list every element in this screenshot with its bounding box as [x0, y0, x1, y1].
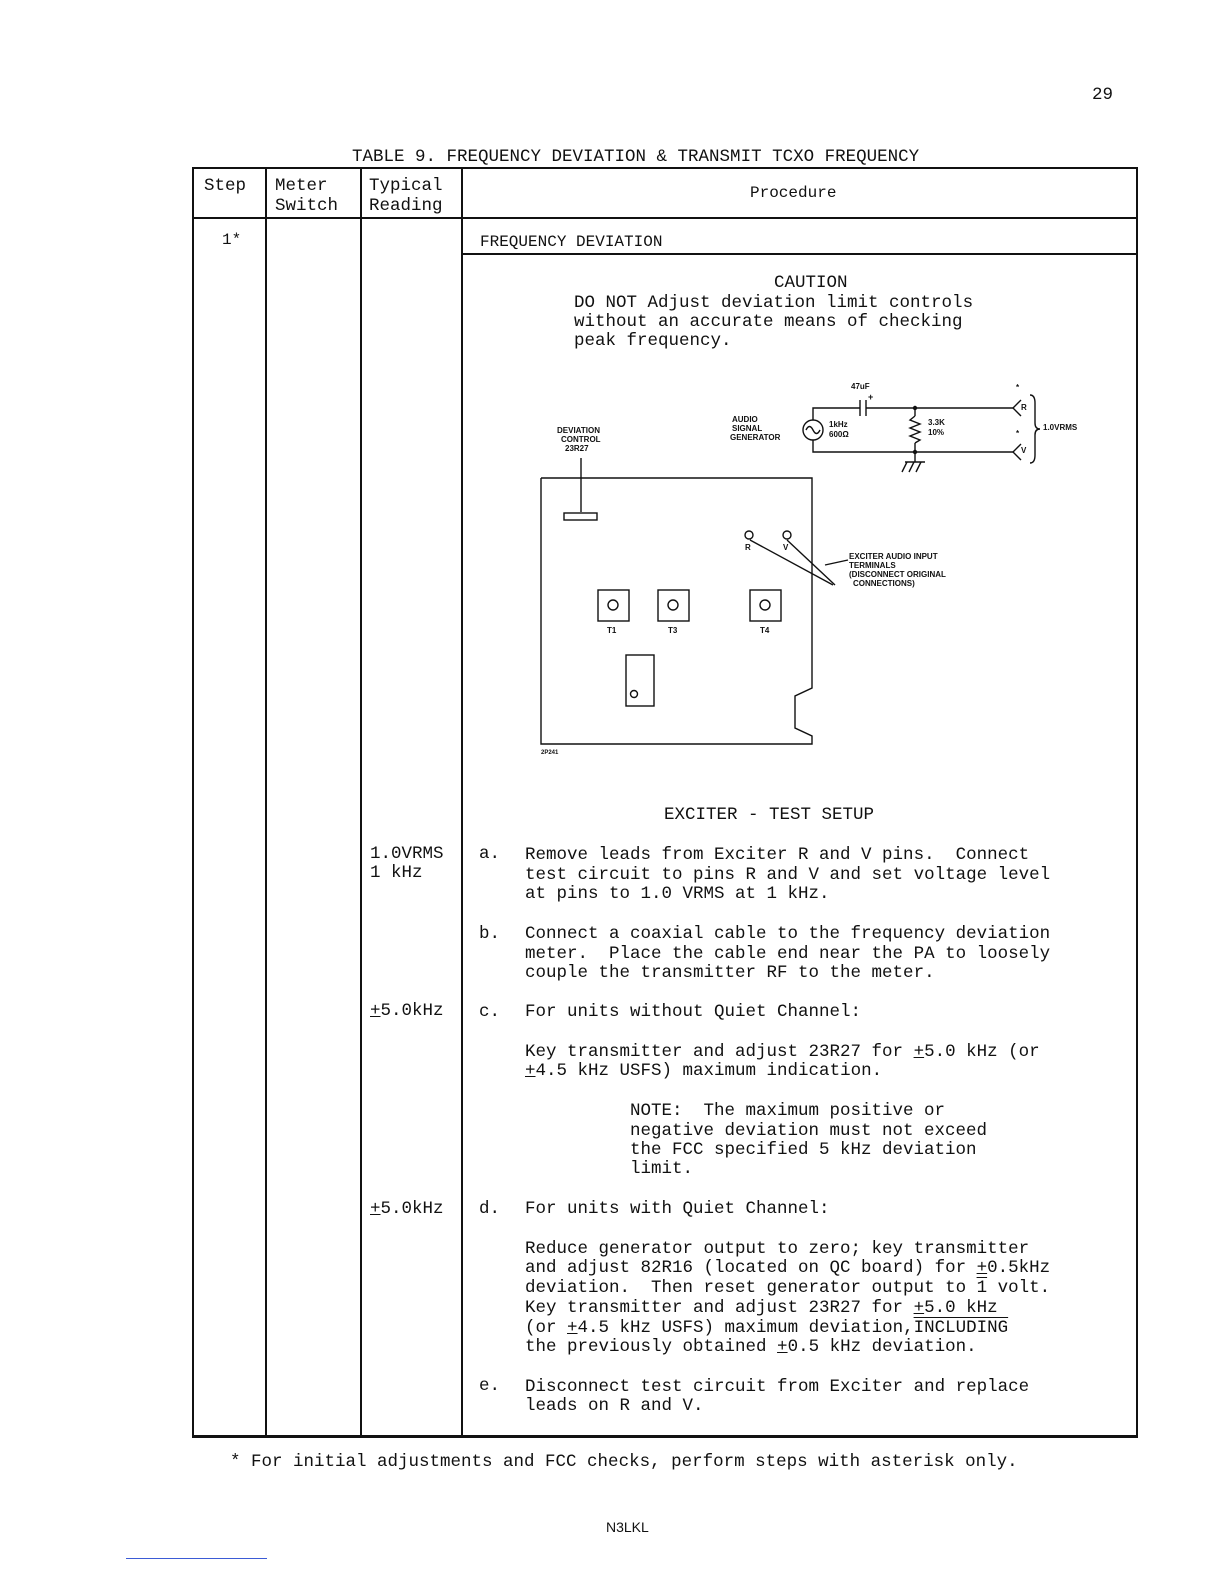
diagram-exciter-3: (DISCONNECT ORIGINAL [849, 570, 946, 579]
step-d-line-3-text: and adjust 82R16 (located on QC board) for [525, 1258, 977, 1278]
step-b-line-2: meter. Place the cable end near the PA to loosely [525, 944, 1051, 964]
deviation-control-pot [564, 513, 597, 520]
note-line-1: NOTE: The maximum positive or [630, 1101, 946, 1121]
step-e-line-2: leads on R and V. [525, 1396, 704, 1416]
diagram-r-terminal: R [1021, 403, 1027, 412]
step-b-label: b. [479, 924, 501, 944]
step-c-line-2-plusminus: + [913, 1042, 925, 1062]
step-c-line-2-text: Key transmitter and adjust 23R27 for [525, 1042, 914, 1062]
step-d-line-7-text: the previously obtained [525, 1337, 778, 1357]
step-c-line-2 [525, 1043, 1040, 1063]
step-c-line-2-value: 5.0 kHz (or [924, 1042, 1040, 1062]
step-d-line-4-text: deviation. Then reset generator output to [525, 1278, 977, 1298]
note-line-4: limit. [630, 1159, 694, 1179]
step-d-line-7-value: 0.5 kHz deviation. [787, 1337, 977, 1357]
step-e-line-1: Disconnect test circuit from Exciter and replace [525, 1377, 1030, 1397]
header-meter: Meter [275, 176, 328, 196]
diagram-exciter-1: EXCITER AUDIO INPUT [849, 552, 938, 561]
step-d-line-6 [525, 1319, 1008, 1339]
reading-c [370, 1002, 444, 1022]
step-d-label: d. [479, 1199, 501, 1219]
step-d-line-4-one: 1 [976, 1278, 988, 1298]
step-a-label: a. [479, 844, 501, 864]
step-c-line-1: For units without Quiet Channel: [525, 1002, 862, 1022]
step-d-line-3-value: 0.5kHz [987, 1258, 1051, 1278]
diagram-exciter-4: CONNECTIONS) [853, 579, 915, 588]
step-number: 1* [222, 231, 242, 249]
step-b-line-3: couple the transmitter RF to the meter. [525, 963, 935, 983]
step-d-line-6-plusminus: + [567, 1318, 578, 1338]
step-d-line-7-plusminus: + [777, 1337, 788, 1357]
step-d-line-6-value: 4.5 kHz USFS) maximum deviation, [577, 1318, 914, 1338]
diagram-caption: EXCITER - TEST SETUP [664, 805, 875, 825]
diagram-deviation-1: DEVIATION [557, 426, 600, 435]
step-d-line-5-value: 5.0 kHz [924, 1298, 998, 1318]
reading-d-value: 5.0kHz [380, 1199, 444, 1219]
step-c-line-3-plusminus: + [525, 1061, 536, 1081]
step-c-label: c. [479, 1002, 501, 1022]
diagram-audio-gen-1: AUDIO [732, 415, 758, 424]
reading-d-plusminus: + [370, 1199, 381, 1219]
diagram-exciter-2: TERMINALS [849, 561, 896, 570]
caution-line-1: DO NOT Adjust deviation limit controls [574, 293, 974, 313]
step-d-line-5 [525, 1299, 998, 1319]
diagram-t4-label: T4 [760, 626, 770, 635]
footnote: * For initial adjustments and FCC checks, perform steps with asterisk only. [230, 1452, 1018, 1472]
step-d-line-5-text: Key transmitter and adjust 23R27 for [525, 1298, 914, 1318]
step-d-line-7 [525, 1338, 977, 1358]
reading-a-line-1: 1.0VRMS [370, 844, 444, 864]
step-d-line-1: For units with Quiet Channel: [525, 1199, 830, 1219]
note-line-2: negative deviation must not exceed [630, 1121, 988, 1141]
header-switch: Switch [275, 196, 339, 216]
header-reading: Reading [369, 196, 443, 216]
step-d-line-4-volt: volt. [987, 1278, 1051, 1298]
note-line-3: the FCC specified 5 kHz deviation [630, 1140, 977, 1160]
diagram-freq-label: 1kHz [829, 420, 848, 429]
diagram-deviation-2: CONTROL [561, 435, 601, 444]
step-b-line-1: Connect a coaxial cable to the frequency deviation [525, 924, 1051, 944]
diagram-capacitor-label: 47uF [851, 382, 870, 391]
diagram-asterisk-2: * [1016, 429, 1020, 438]
diagram-audio-gen-2: SIGNAL [732, 424, 763, 433]
diagram-pin-v: V [783, 543, 789, 552]
step-e-label: e. [479, 1376, 501, 1396]
step-a-line-2: test circuit to pins R and V and set voltage level [525, 865, 1051, 885]
step-d-line-4 [525, 1279, 1050, 1299]
reading-d [370, 1200, 444, 1220]
diagram-t1-label: T1 [607, 626, 617, 635]
diagram-asterisk-1: * [1016, 383, 1020, 392]
diagram-v-terminal: V [1021, 446, 1027, 455]
header-step: Step [204, 176, 247, 196]
diagram-vrms-label: 1.0VRMS [1043, 423, 1078, 432]
step-d-line-2: Reduce generator output to zero; key transmitter [525, 1239, 1030, 1259]
bottom-rule [126, 1558, 267, 1559]
header-procedure: Procedure [750, 184, 837, 202]
step-d-line-6-including: INCLUDING [913, 1318, 1009, 1338]
diagram-resistor-label: 3.3K [928, 418, 945, 427]
reading-c-value: 5.0kHz [380, 1001, 444, 1021]
step-d-line-5-plusminus: + [913, 1298, 925, 1318]
diagram-figure-code: 2P241 [541, 750, 559, 756]
caution-line-3: peak frequency. [574, 331, 732, 351]
caution-title: CAUTION [774, 273, 848, 293]
reading-c-plusminus: + [370, 1001, 381, 1021]
diagram-tolerance-label: 10% [928, 428, 945, 437]
step-c-line-3 [525, 1062, 882, 1082]
diagram-t3-label: T3 [668, 626, 678, 635]
diagram-deviation-3: 23R27 [565, 444, 589, 453]
step-c-line-3-text: 4.5 kHz USFS) maximum indication. [535, 1061, 883, 1081]
step-a-line-1: Remove leads from Exciter R and V pins. Connect [525, 845, 1030, 865]
header-typical: Typical [369, 176, 443, 196]
diagram-impedance-label: 600Ω [829, 430, 849, 439]
step-d-line-6-text: (or [525, 1318, 568, 1338]
caution-line-2: without an accurate means of checking [574, 312, 963, 332]
footer-label: N3LKL [606, 1519, 649, 1535]
table-title: TABLE 9. FREQUENCY DEVIATION & TRANSMIT TCXO FREQUENCY [352, 147, 920, 167]
svg-text:+: + [868, 392, 874, 402]
step-d-line-3 [525, 1259, 1050, 1279]
diagram-pin-r: R [745, 543, 751, 552]
reading-a-line-2: 1 kHz [370, 863, 423, 883]
section-title: FREQUENCY DEVIATION [480, 233, 663, 251]
page-number: 29 [1092, 85, 1114, 105]
step-a-line-3: at pins to 1.0 VRMS at 1 kHz. [525, 884, 830, 904]
step-d-line-3-plusminus: + [976, 1258, 988, 1278]
diagram-audio-gen-3: GENERATOR [730, 433, 781, 442]
